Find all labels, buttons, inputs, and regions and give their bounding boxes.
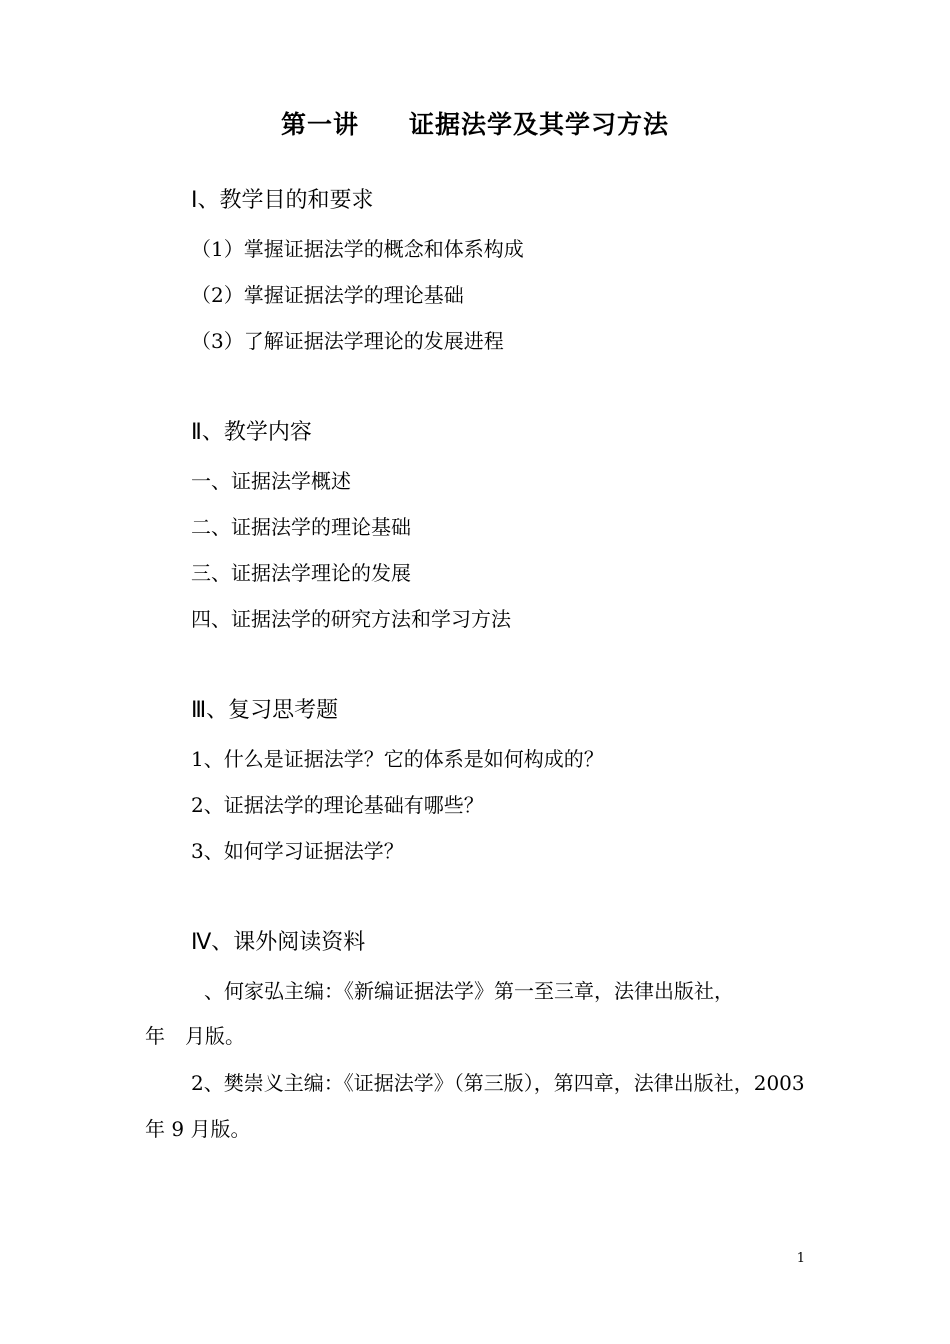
content-item: 一、证据法学概述 — [191, 469, 351, 493]
objective-item: （3）了解证据法学理论的发展进程 — [191, 329, 504, 353]
content-item: 二、证据法学的理论基础 — [191, 515, 411, 539]
section-heading-content: Ⅱ、教学内容 — [191, 420, 312, 445]
reading-ref-1-line2: 年 月版。 — [145, 1024, 245, 1048]
review-question: 2、证据法学的理论基础有哪些？ — [191, 793, 484, 817]
content-item: 三、证据法学理论的发展 — [191, 561, 411, 585]
lecture-topic: 证据法学及其学习方法 — [409, 110, 670, 139]
lecture-title — [0, 112, 950, 137]
lecture-number: 第一讲 — [280, 110, 359, 139]
reading-ref-2-line2: 年 9 月版。 — [145, 1117, 251, 1141]
section-heading-review-questions: Ⅲ、复习思考题 — [191, 698, 339, 723]
review-question: 1、什么是证据法学？它的体系是如何构成的？ — [191, 747, 604, 771]
review-question: 3、如何学习证据法学？ — [191, 839, 404, 863]
objective-item: （2）掌握证据法学的理论基础 — [191, 283, 464, 307]
page-number: 1 — [796, 1251, 805, 1266]
reading-ref-2-line1: 2、樊崇义主编：《证据法学》（第三版），第四章，法律出版社，2003 — [191, 1071, 805, 1095]
section-heading-objectives: Ⅰ、教学目的和要求 — [191, 188, 374, 213]
content-item: 四、证据法学的研究方法和学习方法 — [191, 607, 511, 631]
section-heading-reading: Ⅳ、课外阅读资料 — [191, 930, 366, 955]
objective-item: （1）掌握证据法学的概念和体系构成 — [191, 237, 524, 261]
reading-ref-1-line1: 、何家弘主编：《新编证据法学》第一至三章，法律出版社， — [204, 979, 734, 1003]
